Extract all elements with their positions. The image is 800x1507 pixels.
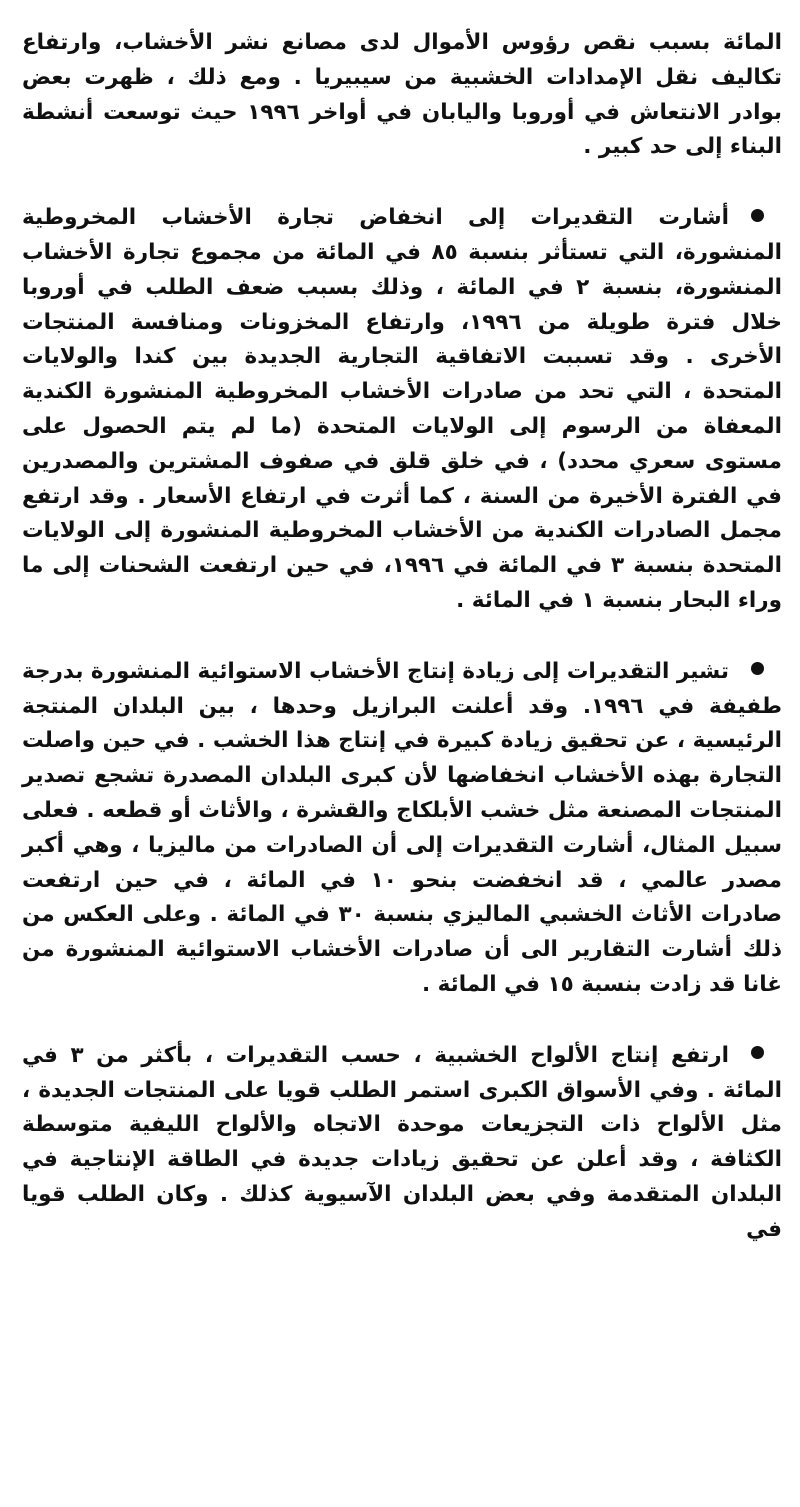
paragraph-text: تشير التقديرات إلى زيادة إنتاج الأخشاب الاستوائية المنشورة بدرجة طفيفة في ١٩٩٦. وقد أعلنت البرازيل وحدها ، بين البلدان المنتجة الرئيسية ، عن تحقيق زيادة كبيرة في إنتاج هذا الخشب . في حين واصلت التجارة بهذه الأخشاب انخفاضها لأن كبرى البلدان المصدرة تشجع تصدير المنتجات المصنعة مثل خشب الأبلكاج والقشرة ، والأثاث أو قطعه . فعلى سبيل المثال، أشارت التقديرات إلى أن الصادرات من ماليزيا ، وهي أكبر مصدر عالمي ، قد انخفضت بنحو ١٠ في المائة ، في حين ارتفعت صادرات الأثاث الخشبي الماليزي بنسبة ٣٠ في المائة . وعلى العكس من ذلك أشارت التقارير الى أن صادرات الأخشاب الاستوائية المنشورة من غانا قد زادت بنسبة ١٥ في المائة . <box>22 658 782 997</box>
paragraph-softwood-trade <box>22 201 782 619</box>
document-page <box>22 26 782 1284</box>
paragraph-text: أشارت التقديرات إلى انخفاض تجارة الأخشاب المخروطية المنشورة، التي تستأثر بنسبة ٨٥ في المائة من مجموع تجارة الأخشاب المنشورة، بنسبة ٢ في المائة ، وذلك بسبب ضعف الطلب في أوروبا خلال فترة طويلة من ١٩٩٦، وارتفاع المخزونات ومنافسة المنتجات الأخرى . وقد تسببت الاتفاقية التجارية الجديدة بين كندا والولايات المتحدة ، التي تحد من صادرات الأخشاب المخروطية المنشورة الكندية المعفاة من الرسوم إلى الولايات المتحدة (ما لم يتم الحصول على مستوى سعري محدد) ، في خلق قلق في صفوف المشترين والمصدرين في الفترة الأخيرة من السنة ، كما أثرت في ارتفاع الأسعار . وقد ارتفع مجمل الصادرات الكندية من الأخشاب المخروطية المنشورة إلى الولايات المتحدة بنسبة ٣ في المائة في ١٩٩٦، في حين ارتفعت الشحنات إلى ما وراء البحار بنسبة ١ في المائة . <box>22 205 783 613</box>
paragraph-wood-panels <box>22 1039 782 1248</box>
bullet-icon <box>751 1046 764 1059</box>
bullet-icon <box>751 662 764 675</box>
bullet-icon <box>751 209 764 222</box>
paragraph-tropical-timber <box>22 655 782 1003</box>
paragraph-continuation: المائة بسبب نقص رؤوس الأموال لدى مصانع نشر الأخشاب، وارتفاع تكاليف نقل الإمدادات الخشبية من سيبيريا . ومع ذلك ، ظهرت بعض بوادر الانتعاش في أوروبا واليابان في أواخر ١٩٩٦ حيث توسعت أنشطة البناء إلى حد كبير . <box>22 30 782 160</box>
paragraph-text: ارتفع إنتاج الألواح الخشبية ، حسب التقديرات ، بأكثر من ٣ في المائة . وفي الأسواق الكبرى استمر الطلب قويا على المنتجات الجديدة ، مثل الألواح ذات التجزيعات موحدة الاتجاه والألواح الليفية متوسطة الكثافة ، وقد أعلن عن تحقيق زيادات جديدة في الطاقة الإنتاجية في البلدان المتقدمة وفي بعض البلدان الآسيوية كذلك . وكان الطلب قويا في <box>22 1042 782 1242</box>
